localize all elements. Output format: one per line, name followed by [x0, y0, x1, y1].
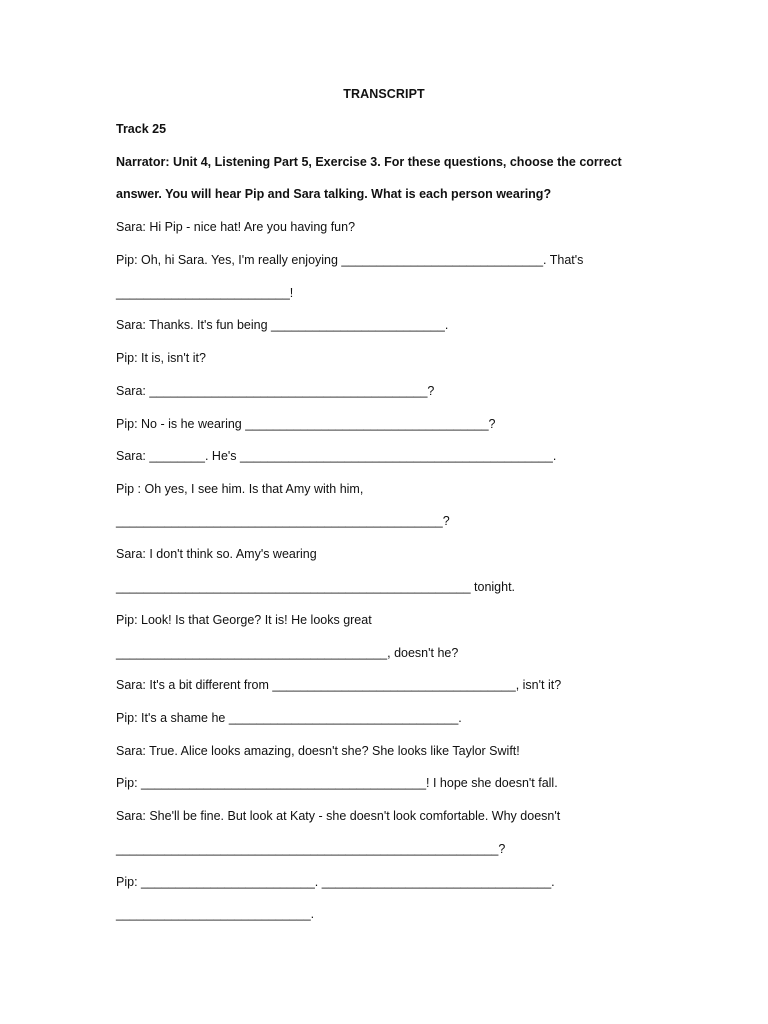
dialogue-line: Pip: Oh, hi Sara. Yes, I'm really enjoying _____________________________. That's — [116, 253, 584, 267]
dialogue-line: _________________________! — [116, 286, 294, 300]
dialogue-line: Sara: It's a bit different from ___________________________________, isn't it? — [116, 678, 562, 692]
dialogue-line: Sara: I don't think so. Amy's wearing — [116, 547, 317, 561]
dialogue-line: Sara: True. Alice looks amazing, doesn't she? She looks like Taylor Swift! — [116, 744, 520, 758]
dialogue-line: _______________________________________________________? — [116, 842, 506, 856]
dialogue-line: ____________________________. — [116, 907, 315, 921]
dialogue-line: Pip: Look! Is that George? It is! He looks great — [116, 613, 372, 627]
dialogue-line: Sara: Thanks. It's fun being _________________________. — [116, 318, 449, 332]
dialogue-line: Sara: ________________________________________? — [116, 384, 435, 398]
dialogue-line: _______________________________________________? — [116, 514, 450, 528]
dialogue-line: Sara: She'll be fine. But look at Katy - she doesn't look comfortable. Why doesn't — [116, 809, 561, 823]
narrator-line-2: answer. You will hear Pip and Sara talking. What is each person wearing? — [116, 187, 552, 201]
dialogue-line: _______________________________________, doesn't he? — [116, 646, 459, 660]
dialogue-line: Pip : Oh yes, I see him. Is that Amy with him, — [116, 482, 364, 496]
dialogue-line: Sara: ________. He's _____________________________________________. — [116, 449, 557, 463]
dialogue-line: Pip: It's a shame he _________________________________. — [116, 711, 462, 725]
dialogue-line: Sara: Hi Pip - nice hat! Are you having fun? — [116, 220, 356, 234]
track-label: Track 25 — [116, 122, 167, 136]
dialogue-line: Pip: No - is he wearing ___________________________________? — [116, 417, 496, 431]
dialogue-line: Pip: _________________________________________! I hope she doesn't fall. — [116, 776, 558, 790]
page-title: TRANSCRIPT — [343, 87, 425, 101]
dialogue-line: Pip: It is, isn't it? — [116, 351, 206, 365]
dialogue-line: ___________________________________________________ tonight. — [116, 580, 516, 594]
narrator-line-1: Narrator: Unit 4, Listening Part 5, Exercise 3. For these questions, choose the correct — [116, 155, 622, 169]
dialogue-line: Pip: _________________________. _________________________________. — [116, 875, 555, 889]
